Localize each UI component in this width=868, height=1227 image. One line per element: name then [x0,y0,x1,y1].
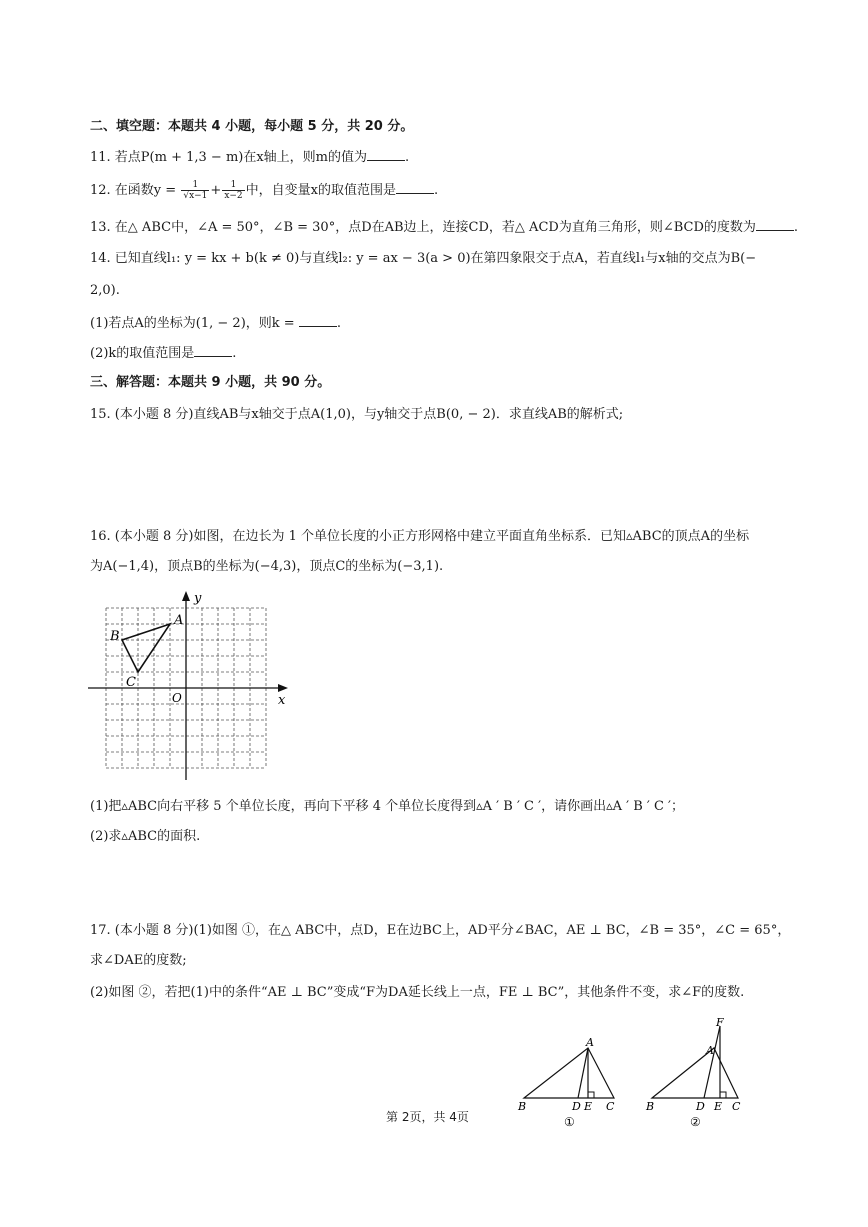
fig1-triangle-abc [524,1048,614,1098]
question-17-part-2: (2)如图 ②，若把(1)中的条件“AE ⊥ BC”变成“F为DA延长线上一点，FE ⊥ BC”，其他条件不变，求∠F的度数. [90,985,745,1000]
q13-answer-blank [756,218,794,231]
q12-fraction-2 [222,180,244,201]
fig1-label-b: B [518,1100,527,1113]
y-axis-arrow [182,591,190,601]
fig1-bisector-ad [578,1048,588,1098]
question-13 [90,218,798,237]
point-label-c: C [126,675,136,690]
fig2-label-e: E [714,1100,723,1113]
figure-2-triangle [638,1018,758,1130]
fig2-label-a: A [706,1044,714,1057]
fig2-label-c: C [732,1100,741,1113]
q11-text: 11. 若点P(m + 1,3 − m)在x轴上，则m的值为 [90,150,367,165]
q12-fraction-1 [181,180,209,201]
origin-label: O [172,691,182,705]
q12-plus: + [210,183,222,198]
figure-1-triangle [510,1036,630,1131]
q14-part2-answer-blank [194,344,232,357]
q14-part1-text: (1)若点A的坐标为(1, − 2)，则k = [90,316,295,331]
x-axis-arrow [278,684,288,692]
question-16-part-1: (1)把▵ABC向右平移 5 个单位长度，再向下平移 4 个单位长度得到▵A ′ B ′ C ′，请你画出▵A ′ B ′ C ′； [90,799,685,814]
fig1-label-d: D [572,1100,581,1113]
fig1-caption: ① [564,1115,575,1129]
fig2-label-f: F [716,1018,724,1029]
q13-text: 13. 在△ ABC中，∠A = 50°，∠B = 30°，点D在AB边上，连接CD，若△ ACD为直角三角形，则∠BCD的度数为 [90,220,756,235]
q12-frac2-denominator: x−2 [224,191,243,201]
coordinate-grid-figure [86,588,296,784]
fig2-label-b: B [646,1100,655,1113]
q12-text-middle: 中，自变量x的取值范围是 [245,183,396,198]
q12-frac1-denominator: √x−1 [183,191,208,201]
q11-end: . [405,150,410,165]
page-footer: 第 2页，共 4页 [386,1110,469,1124]
q12-text-start: 12. 在函数y = [90,183,177,198]
q11-answer-blank [367,148,405,161]
question-17-line-2: 求∠DAE的度数; [90,953,187,968]
q14-part1-answer-blank [299,314,337,327]
question-14-line-1: 14. 已知直线l₁: y = kx + b(k ≠ 0)与直线l₂: y = ax − 3(a > 0)在第四象限交于点A，若直线l₁与x轴的交点为B(− [90,251,757,266]
section-heading-solutions: 三、解答题：本题共 9 小题，共 90 分。 [90,375,331,390]
question-16-part-2: (2)求▵ABC的面积. [90,829,201,844]
section-heading-fill-in: 二、填空题：本题共 4 小题，每小题 5 分，共 20 分。 [90,119,414,134]
q12-answer-blank [396,181,434,194]
question-15: 15. (本小题 8 分)直线AB与x轴交于点A(1,0)，与y轴交于点B(0, − 2)．求直线AB的解析式; [90,407,624,422]
question-16-line-2: 为A(−1,4)，顶点B的坐标为(−4,3)，顶点C的坐标为(−3,1). [90,559,444,574]
fig1-label-a: A [586,1036,594,1049]
question-14-part-2 [90,344,236,363]
q14-part1-end: . [336,316,341,331]
fig1-right-angle-mark [588,1092,594,1098]
question-12 [90,180,438,201]
question-14-part-1 [90,314,341,333]
fig1-label-c: C [606,1100,615,1113]
fig1-label-e: E [584,1100,593,1113]
fig2-right-angle-mark [720,1092,726,1098]
question-17-line-1: 17. (本小题 8 分)(1)如图 ①，在△ ABC中，点D，E在边BC上，AD平分∠BAC，AE ⊥ BC，∠B = 35°，∠C = 65°， [90,923,791,938]
y-axis-label: y [194,591,202,606]
fig2-triangle-abc [652,1048,738,1098]
q12-frac1-numerator: 1 [181,180,209,191]
question-11 [90,148,409,167]
point-label-b: B [110,629,120,644]
question-16-line-1: 16. (本小题 8 分)如图，在边长为 1 个单位长度的小正方形网格中建立平面直角坐标系．已知▵ABC的顶点A的坐标 [90,529,750,544]
q14-part2-text: (2)k的取值范围是 [90,346,195,361]
fig2-caption: ② [690,1115,701,1129]
fig2-label-d: D [696,1100,705,1113]
triangle-abc [122,624,170,672]
point-label-a: A [174,613,184,628]
q13-end: . [793,220,799,235]
q12-frac2-numerator: 1 [222,180,244,191]
q14-part2-end: . [232,346,237,361]
x-axis-label: x [278,693,286,708]
fig2-line-df [704,1026,720,1098]
question-14-line-2: 2,0). [90,283,120,298]
q12-end: . [434,183,439,198]
